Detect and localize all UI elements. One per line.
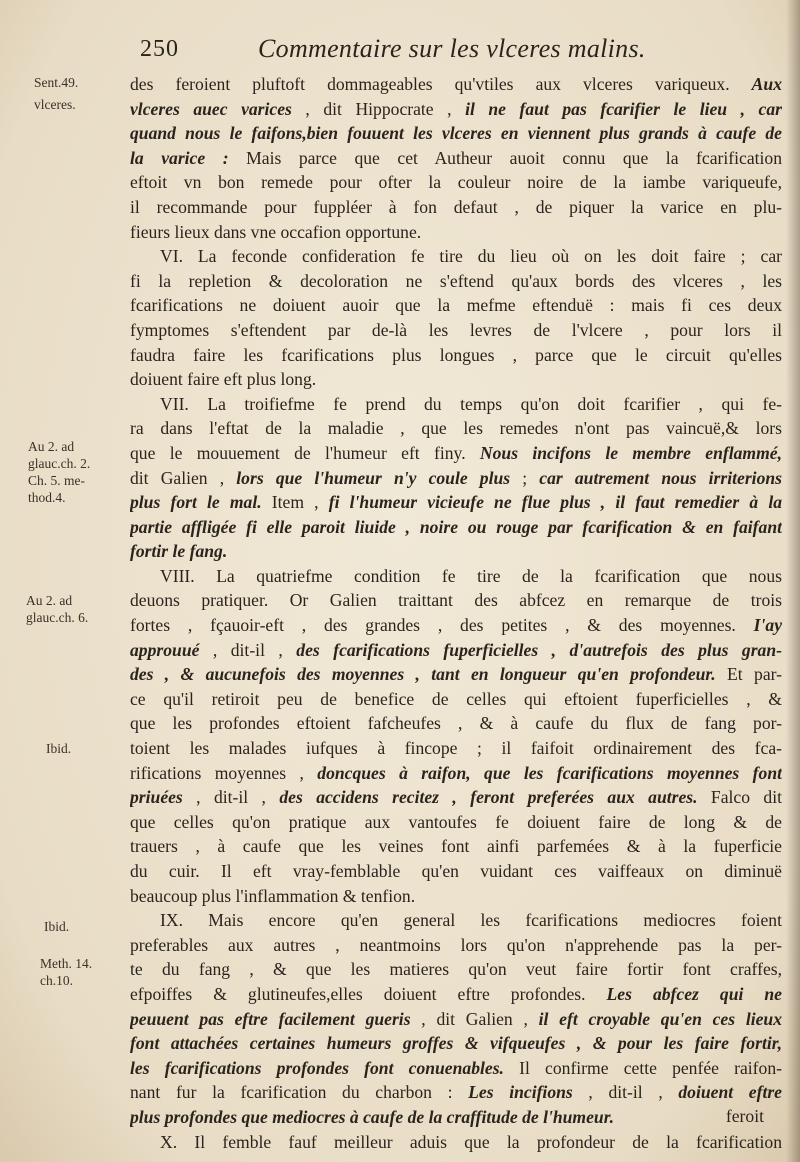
text-line xyxy=(130,588,782,613)
text-run: ce qu'il retiroit peu de benefice de celles qui eftoient fuperficielles , & xyxy=(130,688,782,709)
text-line xyxy=(130,490,782,515)
text-line xyxy=(130,121,782,146)
text-run: trauers , à caufe que les veines font ainfi parfemées & à la fuperficie xyxy=(130,836,782,857)
text-line xyxy=(130,1007,782,1032)
margin-note: Sent.49. xyxy=(34,75,79,90)
text-run: IX. Mais encore qu'en general les fcarifications mediocres foient xyxy=(160,910,782,931)
italic-quotation: des , & aucunefois des moyennes , tant en longueur qu'en profondeur. xyxy=(130,664,716,685)
text-line xyxy=(130,687,782,712)
italic-quotation: plus fort le mal. xyxy=(130,492,262,513)
text-run: que celles qu'on pratique aux vantoufes fe doiuent faire de long & de xyxy=(130,811,782,832)
italic-quotation: il eft croyable qu'en ces lieux xyxy=(538,1008,782,1029)
text-line xyxy=(130,711,782,736)
text-line xyxy=(130,466,782,491)
text-line xyxy=(130,908,782,933)
italic-quotation: fi l'humeur vicieufe ne flue plus , il faut remedier à la xyxy=(328,492,782,513)
text-run: ; xyxy=(510,467,540,488)
margin-note: Au 2. ad glauc.ch. 6. xyxy=(26,593,89,625)
text-line xyxy=(130,72,782,97)
text-line xyxy=(130,416,782,441)
italic-quotation: priuées xyxy=(130,787,183,808)
text-line xyxy=(130,343,782,368)
text-run: ra dans l'eftat de la maladie , que les remedes n'ont pas vaincuë,& lors xyxy=(130,418,782,439)
text-line xyxy=(130,146,782,171)
page-edge-shadow xyxy=(786,0,800,1162)
text-run: Item , xyxy=(261,492,329,513)
text-run: Et par- xyxy=(715,664,782,685)
text-line xyxy=(130,367,782,392)
text-line xyxy=(130,957,782,982)
text-line xyxy=(130,564,782,589)
margin-note: vlceres. xyxy=(34,97,76,112)
text-run: , dit-il , xyxy=(572,1082,679,1103)
text-run: deuons pratiquer. Or Galien traittant des abfcez en remarque de trois xyxy=(130,590,782,611)
text-line xyxy=(130,244,782,269)
margin-note: Ibid. xyxy=(44,919,70,934)
text-line xyxy=(130,933,782,958)
text-run: VI. La feconde confideration fe tire du lieu où on les doit faire ; car xyxy=(160,246,782,267)
running-title: Commentaire sur les vlceres malins. xyxy=(258,34,646,63)
text-line xyxy=(130,785,782,810)
text-line xyxy=(130,293,782,318)
text-line xyxy=(130,859,782,884)
text-run: VII. La troifiefme fe prend du temps qu'on doit fcarifier , qui fe- xyxy=(160,393,782,414)
text-run: fcarifications ne doiuent auoir que la mefme eftenduë : mais fi ces deux xyxy=(130,295,782,316)
italic-quotation: la varice : xyxy=(130,147,229,168)
text-line xyxy=(130,269,782,294)
italic-quotation: partie affligée fi elle paroit liuide , noire ou rouge par fcarification & en faifant xyxy=(130,516,782,537)
italic-quotation: les fcarifications profondes font conuenables. xyxy=(130,1057,504,1078)
italic-quotation: vlceres auec varices xyxy=(130,98,292,119)
text-line xyxy=(130,515,782,540)
text-line xyxy=(130,220,782,245)
text-run: , dit-il , xyxy=(199,639,297,660)
margin-note: Meth. 14. ch.10. xyxy=(40,956,93,988)
text-line xyxy=(130,1105,782,1130)
text-run: eftoit vn bon remede pour ofter la couleur noire de la iambe variqueufe, xyxy=(130,172,782,193)
text-line xyxy=(130,97,782,122)
margin-note: Ibid. xyxy=(46,741,72,756)
text-run: que le mouuement de l'humeur eft finy. xyxy=(130,442,480,463)
text-run: fymptomes s'eftendent par de-là les levres de l'vlcere , pour lors il xyxy=(130,319,782,340)
page-header xyxy=(0,32,800,66)
text-line xyxy=(130,834,782,859)
text-line xyxy=(130,170,782,195)
text-run: des feroient pluftoft dommageables qu'vtiles aux vlceres variqueux. xyxy=(130,74,752,94)
text-line xyxy=(130,1130,782,1155)
text-run: il recommande pour fuppléer à fon defaut , de piquer la varice en plu- xyxy=(130,196,782,217)
italic-quotation: peuuent pas eftre facilement gueris xyxy=(130,1008,411,1029)
main-text xyxy=(130,72,782,1154)
text-run: du cuir. Il eft vray-femblable qu'en vuidant ces vaiffeaux on diminuë xyxy=(130,861,782,881)
italic-quotation: doncques à raifon, que les fcarifications moyennes font xyxy=(317,762,782,783)
text-run: faudra faire les fcarifications plus longues , parce que le circuit qu'elles xyxy=(130,344,782,365)
text-run: te du fang , & que les matieres qu'on veut faire fortir font craffes, xyxy=(130,959,782,980)
text-run: toient les malades iufques à fincope ; il faifoit ordinairement des fca- xyxy=(130,738,782,759)
text-run: Falco dit xyxy=(697,787,782,808)
text-line xyxy=(130,1056,782,1081)
italic-quotation: il ne faut pas fcarifier le lieu , car xyxy=(465,98,782,119)
text-run: doiuent faire eft plus long. xyxy=(130,369,317,390)
text-run: , dit Galien , xyxy=(410,1008,539,1029)
text-run: rifications moyennes , xyxy=(130,762,318,783)
text-line xyxy=(130,736,782,761)
text-line xyxy=(130,1031,782,1056)
page-number: 250 xyxy=(140,36,179,62)
italic-quotation: car autrement nous irriterions xyxy=(539,467,782,488)
catchword: feroit xyxy=(725,1106,764,1126)
text-run: fieurs lieux dans vne occafion opportune. xyxy=(130,221,422,242)
text-line xyxy=(130,539,782,564)
italic-quotation: fortir le fang. xyxy=(130,541,228,562)
italic-quotation: lors que l'humeur n'y coule plus xyxy=(236,467,511,488)
text-run: nant fur la fcarification du charbon : xyxy=(130,1082,469,1103)
text-line xyxy=(130,613,782,638)
text-run: X. Il femble fauf meilleur aduis que la profondeur de la fcarification xyxy=(160,1131,782,1152)
text-line xyxy=(130,761,782,786)
text-line xyxy=(130,1080,782,1105)
italic-quotation: Les incifions xyxy=(468,1082,573,1103)
italic-quotation: des fcarifications fuperficielles , d'autrefois des plus gran- xyxy=(296,639,782,660)
text-run: , dit Hippocrate , xyxy=(291,98,466,119)
text-run: dit Galien , xyxy=(130,467,237,488)
italic-quotation: Nous incifons le membre enflammé, xyxy=(479,442,782,463)
text-line xyxy=(130,441,782,466)
italic-quotation: Les abfcez qui ne xyxy=(606,983,782,1004)
text-run: beaucoup plus l'inflammation & tenfion. xyxy=(130,885,416,906)
margin-note: Au 2. ad glauc.ch. 2. Ch. 5. me- thod.4. xyxy=(28,439,91,505)
text-run: fortes , fçauoir-eft , des grandes , des petites , & des moyennes. xyxy=(130,615,754,636)
italic-quotation: plus profondes que mediocres à caufe de la craffitude de l'humeur. xyxy=(130,1106,614,1127)
text-run: que les profondes eftoient fafcheufes , & à caufe du flux de fang por- xyxy=(130,713,782,734)
italic-quotation: approuué xyxy=(130,639,200,660)
italic-quotation: quand nous le faifons,bien fouuent les vlceres en viennent plus grands à caufe de xyxy=(130,123,782,144)
italic-quotation: Aux xyxy=(751,74,782,94)
italic-quotation: des accidens recitez , feront preferées aux autres. xyxy=(279,787,698,808)
text-run: fi la repletion & decoloration ne s'eftend qu'aux bords des vlceres , les xyxy=(130,270,782,291)
text-run: Mais parce que cet Autheur auoit connu que la fcarification xyxy=(228,147,782,168)
text-run: efpoiffes & glutineufes,elles doiuent eftre profondes. xyxy=(130,983,607,1004)
text-run: VIII. La quatriefme condition fe tire de la fcarification que nous xyxy=(160,565,782,586)
italic-quotation: font attachées certaines humeurs groffes & vifqueufes , & pour les faire fortir, xyxy=(130,1033,782,1054)
text-run: Il confirme cette penfée raifon- xyxy=(503,1057,782,1078)
text-line xyxy=(130,662,782,687)
italic-quotation: I'ay xyxy=(753,615,782,636)
text-line xyxy=(130,392,782,417)
text-line xyxy=(130,638,782,663)
text-run: , dit-il , xyxy=(182,787,280,808)
italic-quotation: doiuent eftre xyxy=(678,1082,782,1103)
text-run: preferables aux autres , neantmoins lors qu'on n'apprehende pas la per- xyxy=(130,934,782,955)
text-line xyxy=(130,884,782,909)
text-line xyxy=(130,195,782,220)
text-line xyxy=(130,318,782,343)
text-line xyxy=(130,982,782,1007)
text-line xyxy=(130,810,782,835)
